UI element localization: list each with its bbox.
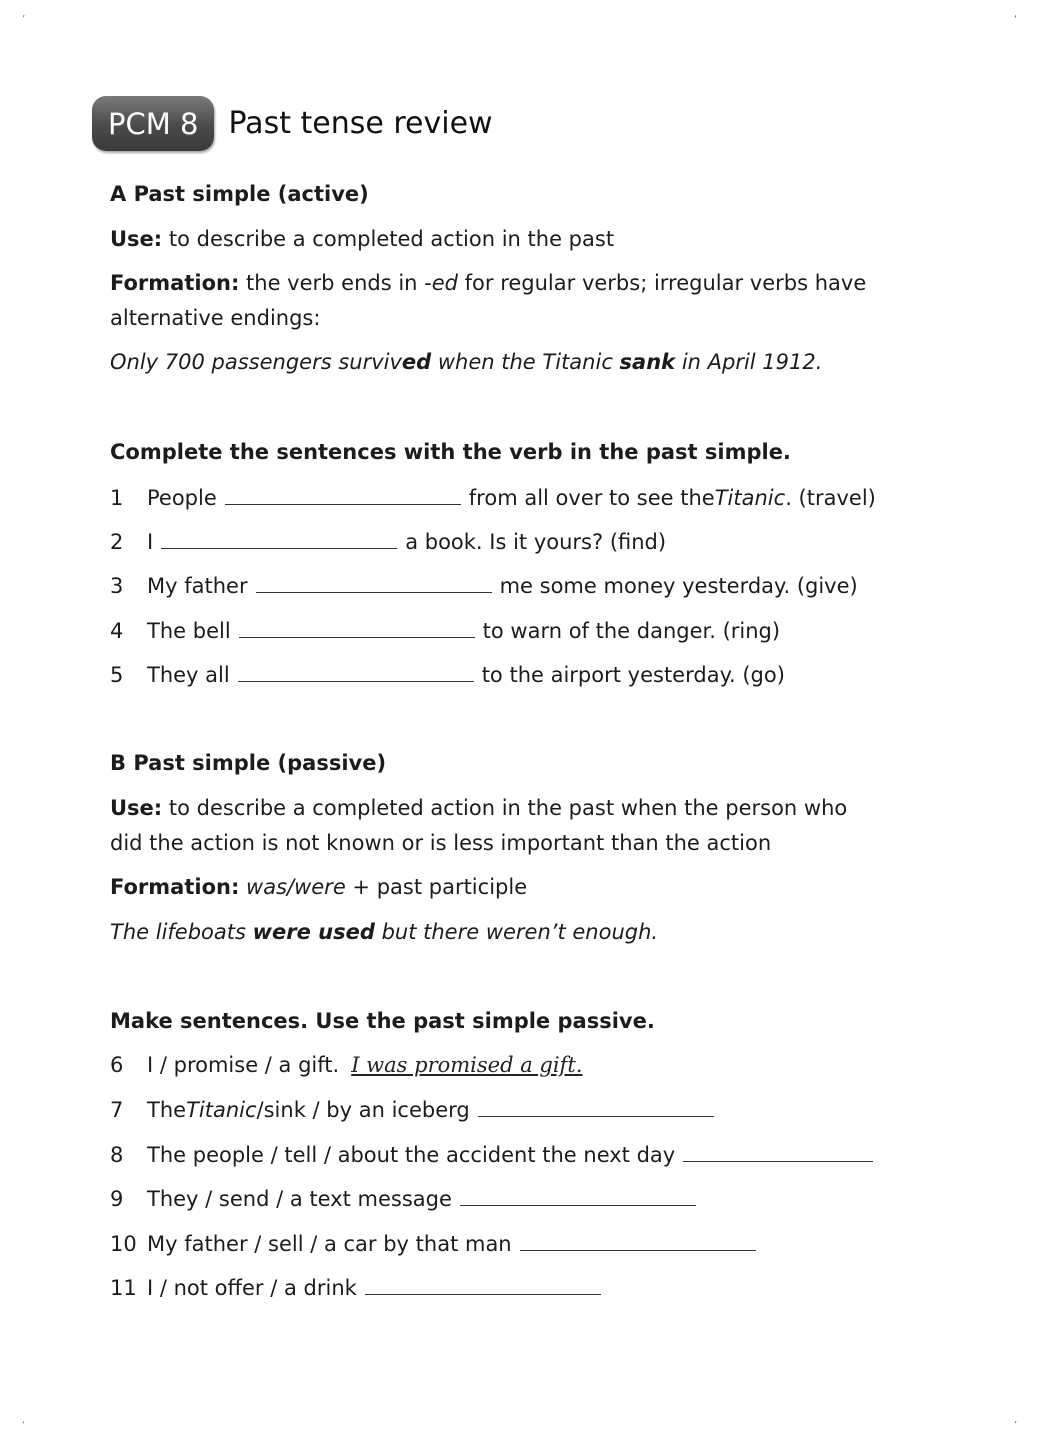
formation-text-2: for regular verbs; irregular verbs have	[457, 271, 867, 295]
corner-mark-tr: ‘	[1014, 14, 1018, 25]
exercise-item	[110, 615, 780, 646]
example-part-1: Only 700 passengers surviv	[110, 350, 402, 374]
item-number: 9	[110, 1187, 124, 1211]
answer-blank[interactable]	[520, 1228, 756, 1251]
item-prompt: I / not offer / a drink	[147, 1276, 357, 1300]
item-number: 1	[110, 486, 124, 510]
item-number: 6	[110, 1053, 124, 1077]
formation-text: the verb ends in -	[239, 271, 432, 295]
item-prompt: The people / tell / about the accident the next day	[147, 1143, 676, 1167]
item-prompt: The	[147, 1098, 187, 1122]
pcm-badge: PCM 8	[92, 96, 214, 151]
item-number: 3	[110, 574, 124, 598]
example-sank: sank	[619, 350, 676, 374]
answer-blank[interactable]	[256, 570, 492, 593]
use-text: to describe a completed action in the past	[162, 227, 615, 251]
item-number: 7	[110, 1098, 124, 1122]
item-italic: Titanic	[186, 1098, 257, 1122]
formation-label: Formation:	[110, 875, 240, 899]
exercise-item	[110, 1050, 582, 1080]
answer-blank[interactable]	[238, 659, 474, 682]
item-after: me some money yesterday. (give)	[499, 574, 858, 598]
page-header	[92, 96, 493, 151]
answer-blank[interactable]	[365, 1272, 601, 1295]
item-italic: Titanic	[714, 486, 786, 510]
section-b-example	[110, 915, 658, 950]
answer-blank[interactable]	[225, 482, 461, 505]
item-prompt-end: /sink / by an iceberg	[256, 1098, 470, 1122]
exercise-2-instruction: Make sentences. Use the past simple passive.	[110, 1009, 655, 1033]
item-before: They all	[147, 663, 230, 687]
section-a-formation-cont: alternative endings:	[110, 306, 321, 330]
item-before: My father	[147, 574, 248, 598]
example-part-2: but there weren’t enough.	[374, 920, 659, 944]
item-after: a book. Is it yours? (find)	[405, 530, 667, 554]
formation-ed: ed	[431, 271, 458, 295]
section-a-formation	[110, 266, 866, 301]
item-after: to warn of the danger. (ring)	[482, 619, 781, 643]
exercise-item	[110, 570, 858, 601]
answer-blank[interactable]	[161, 526, 397, 549]
section-b-use-cont: did the action is not known or is less important than the action	[110, 831, 772, 855]
exercise-item	[110, 1183, 704, 1214]
item-number: 2	[110, 530, 124, 554]
item-end: . (travel)	[785, 486, 876, 510]
item-after: from all over to see the	[468, 486, 715, 510]
section-b-formation	[110, 870, 527, 905]
answer-blank[interactable]	[460, 1183, 696, 1206]
exercise-item	[110, 1272, 609, 1303]
exercise-1-instruction: Complete the sentences with the verb in the past simple.	[110, 440, 791, 464]
item-prompt: They / send / a text message	[147, 1187, 452, 1211]
corner-mark-bl: ‘	[22, 1420, 26, 1431]
item-number: 5	[110, 663, 124, 687]
example-ed: ed	[401, 350, 432, 374]
example-part-1: The lifeboats	[110, 920, 253, 944]
exercise-item	[110, 1228, 764, 1259]
use-label: Use:	[110, 227, 163, 251]
item-before: I	[147, 530, 154, 554]
item-before: People	[147, 486, 217, 510]
answer-blank[interactable]	[239, 615, 475, 638]
exercise-item	[110, 659, 785, 690]
exercise-item	[110, 482, 876, 513]
section-a-use	[110, 222, 614, 257]
answer-blank[interactable]	[683, 1139, 873, 1162]
handwritten-answer: I was promised a gift.	[351, 1053, 583, 1077]
exercise-item	[110, 526, 666, 557]
item-before: The bell	[147, 619, 231, 643]
formation-label: Formation:	[110, 271, 240, 295]
use-label: Use:	[110, 796, 163, 820]
example-part-2: when the Titanic	[431, 350, 620, 374]
item-prompt: I / promise / a gift.	[147, 1053, 340, 1077]
section-b-use	[110, 791, 847, 826]
page-title: Past tense review	[228, 106, 493, 141]
item-number: 11	[110, 1276, 137, 1300]
exercise-item	[110, 1139, 881, 1170]
answer-blank[interactable]	[478, 1094, 714, 1117]
item-number: 4	[110, 619, 124, 643]
item-prompt: My father / sell / a car by that man	[147, 1232, 512, 1256]
section-a-heading: A Past simple (active)	[110, 182, 369, 206]
exercise-item	[110, 1094, 722, 1125]
formation-text: + past participle	[345, 875, 528, 899]
section-a-example	[110, 345, 822, 380]
item-after: to the airport yesterday. (go)	[481, 663, 785, 687]
formation-was-were: was/were	[246, 875, 346, 899]
corner-mark-br: ’	[1014, 1420, 1018, 1431]
example-part-3: in April 1912.	[675, 350, 823, 374]
section-b-heading: B Past simple (passive)	[110, 751, 387, 775]
item-number: 10	[110, 1232, 137, 1256]
use-text: to describe a completed action in the past when the person who	[162, 796, 848, 820]
corner-mark-tl: ’	[22, 14, 26, 25]
example-were-used: were used	[252, 920, 375, 944]
item-number: 8	[110, 1143, 124, 1167]
